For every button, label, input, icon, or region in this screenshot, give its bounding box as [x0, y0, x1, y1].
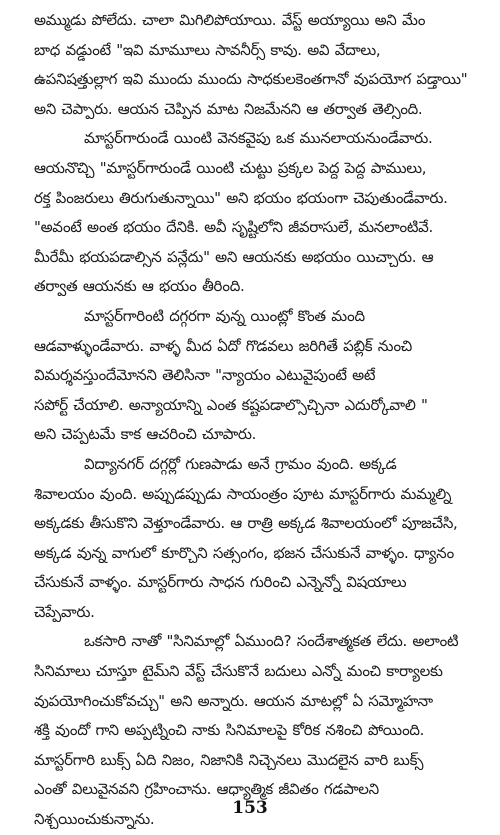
text-line: అని చెప్పారు. ఆయన చెప్పిన మాట నిజమేనని ఆ తర్వాత తెల్సింది. — [34, 99, 423, 118]
paragraph — [34, 124, 480, 302]
text-line: చేసుకునే వాళ్ళం. మాస్టర్‌గారు సాధన గురించి ఎన్నెన్నో విషయాలు — [34, 573, 407, 592]
text-line: ఆడవాళ్ళుండేవారు. వాళ్ళ మీద ఏదో గొడవలు జరిగితే పబ్లిక్ నుంచి — [34, 336, 412, 355]
text-line: చెప్పేవారు. — [34, 602, 95, 621]
paragraph — [34, 6, 480, 124]
text-line: అక్కడ వున్న వాగులో కూర్చొని సత్సంగం, భజన చేసుకునే వాళ్ళం. ధ్యానం — [34, 543, 454, 562]
text-line: శక్తి వుందో గాని అప్పట్నించి నాకు సినిమాలపై కోరిక నశించి పోయింది. — [34, 721, 425, 740]
text-line: మాస్టర్‌గారింటి దగ్గరగా వున్న యింట్లో కొంత మంది — [84, 306, 365, 325]
text-line: ఆయనొచ్చి "మాస్టర్‌గారుండే యింటి చుట్టు ప్రక్కల పెద్ద పెద్ద పాములు, — [34, 158, 427, 177]
text-line: "అవంటే అంత భయం దేనికి. అవీ సృష్టిలోని జీవరాసులే, మనలాంటివే. — [34, 218, 433, 237]
paragraph — [34, 302, 480, 450]
text-line: ఉపనిషత్తుల్లాగ ఇవి ముందు ముందు సాధకులకెంతగానో వుపయోగ పడ్తాయి" — [34, 70, 468, 89]
text-line: ఎంతో విలువైనవని గ్రహించాను. ఆధ్యాత్మిక జీవితం గడపాలని — [34, 780, 379, 799]
text-line: బాధ వడ్డుంటే "ఇవి మామూలు సావనీర్స్ కావు. అవి వేదాలు, — [34, 40, 381, 59]
text-line: అక్కడకు తీసుకొని వెళ్తూండేవారు. ఆ రాత్రి అక్కడ శివాలయంలో పూజచేసి, — [34, 514, 458, 533]
text-line: తర్వాత ఆయనకు ఆ భయం తీరింది. — [34, 277, 245, 296]
paragraph — [34, 450, 480, 628]
text-line: రక్త పింజరులు తిరుగుతున్నాయి" అని భయం భయంగా చెపుతుండేవారు. — [34, 188, 448, 207]
text-line: మీరేమీ భయపడాల్సిన పన్లేదు" అని ఆయనకు అభయం యిచ్చారు. ఆ — [34, 247, 434, 266]
text-line: సపోర్ట్ చేయాలి. అన్యాయాన్ని ఎంత కష్టపడాల్సొచ్చినా ఎదుర్కోవాలి " — [34, 395, 428, 414]
text-line: నిశ్చయించుకున్నాను. — [34, 810, 155, 829]
text-line: విద్యానగర్ దగ్గర్లో గుణపాడు అనే గ్రామం వుంది. అక్కడ — [84, 454, 397, 473]
text-line: శివాలయం వుంది. అప్పుడప్పుడు సాయంత్రం పూట మాస్టర్‌గారు మమ్మల్ని — [34, 484, 452, 503]
text-line: సినిమాలు చూస్తూ టైమ్‌ని వేస్ట్ చేసుకొనే బదులు ఎన్నో మంచి కార్యాలకు — [34, 662, 443, 681]
text-line: అని చెప్పటమే కాక ఆచరించి చూపారు. — [34, 425, 257, 444]
text-line: మాస్టర్‌గారుండే యింటి వెనకవైపు ఒక మునలాయనుండేవారు. — [84, 129, 433, 148]
page-number: 153 — [232, 798, 268, 818]
text-line: అమ్ముడు పోలేదు. చాలా మిగిలిపోయాయి. వేస్ట్ అయ్యాయి అని మేం — [34, 11, 426, 29]
page-body — [34, 6, 480, 835]
text-line: విమర్శవస్తుందేమోనని తెలిసినా "న్యాయం ఎటువైపుంటే అటే — [34, 366, 376, 385]
text-line: ఒకసారి నాతో "సినిమాల్లో ఏముంది? సందేశాత్మకత లేదు. అలాంటి — [84, 632, 459, 651]
text-line: వుపయోగించుకోవచ్చు" అని అన్నారు. ఆయన మాటల్లో ఏ సమ్మోహనా — [34, 691, 433, 710]
text-line: మాస్టర్‌గారి బుక్స్ ఏది నిజం, నిజానికి నిచ్చెనలు మొదలైన వారి బుక్స్ — [34, 750, 424, 769]
